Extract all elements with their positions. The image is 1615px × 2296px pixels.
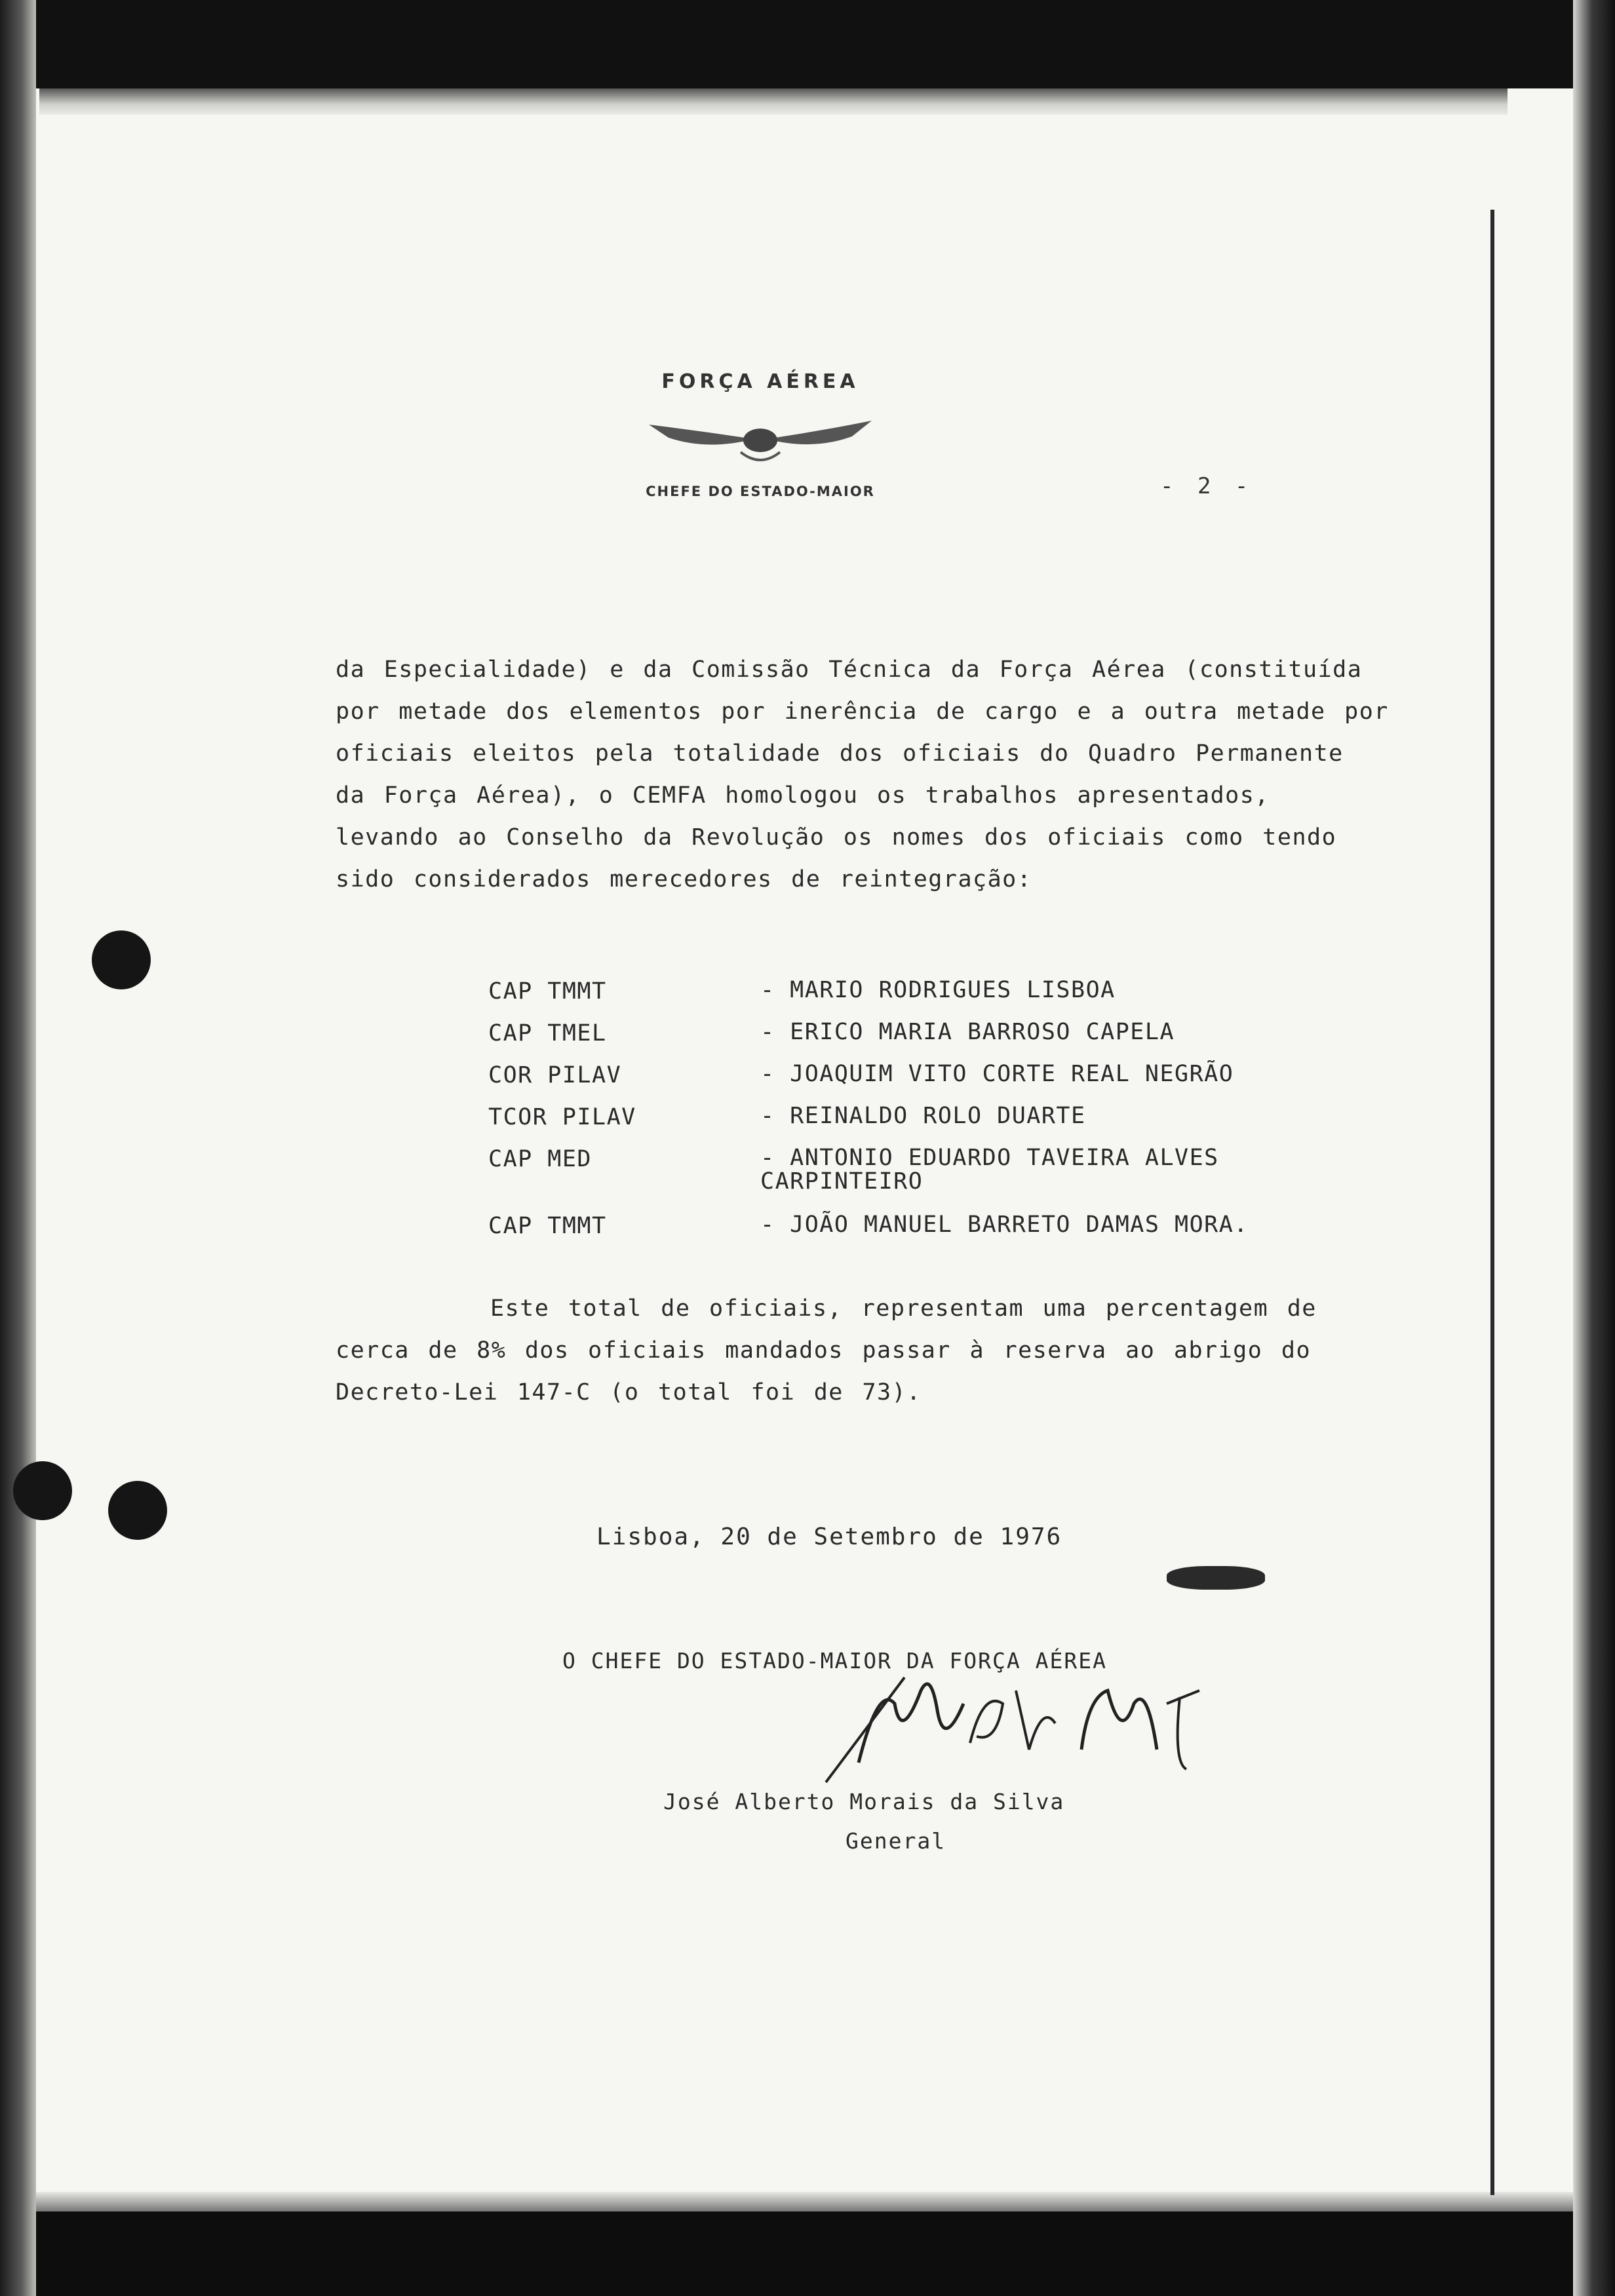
department-name: CHEFE DO ESTADO-MAIOR bbox=[646, 484, 875, 499]
ink-smudge bbox=[1167, 1566, 1265, 1590]
officer-name: - ANTONIO EDUARDO TAVEIRA ALVES CARPINTEIRO bbox=[760, 1145, 1219, 1195]
punch-hole bbox=[108, 1481, 167, 1540]
officer-name: - REINALDO ROLO DUARTE bbox=[760, 1103, 1086, 1129]
list-item bbox=[488, 1062, 1406, 1104]
scan-border-bottom bbox=[0, 2211, 1615, 2296]
scan-shadow-bottom bbox=[0, 2192, 1615, 2211]
paragraph-closing: Este total de oficiais, representam uma percentagem de cerca de 8% dos oficiais mandados passar à reserva ao abrigo do Decreto-Lei 147-C (o total foi de 73). bbox=[336, 1295, 1317, 1406]
scan-border-top bbox=[0, 0, 1615, 88]
officer-name: - ERICO MARIA BARROSO CAPELA bbox=[760, 1019, 1175, 1045]
scan-border-left bbox=[0, 0, 36, 2296]
org-name: FORÇA AÉREA bbox=[661, 370, 859, 393]
officer-rank: COR PILAV bbox=[488, 1062, 622, 1088]
signer-rank: General bbox=[846, 1828, 946, 1854]
winged-emblem-icon bbox=[642, 411, 878, 470]
officers-list bbox=[488, 978, 1406, 1255]
officer-rank: CAP TMMT bbox=[488, 978, 607, 1004]
handwritten-signature bbox=[780, 1664, 1226, 1795]
signer-name: José Alberto Morais da Silva bbox=[663, 1789, 1065, 1814]
date-line: Lisboa, 20 de Setembro de 1976 bbox=[596, 1523, 1062, 1550]
officer-rank: TCOR PILAV bbox=[488, 1104, 636, 1130]
closing-section bbox=[336, 1288, 1391, 1413]
list-item bbox=[488, 1146, 1406, 1213]
signer-title: O CHEFE DO ESTADO-MAIOR DA FORÇA AÉREA bbox=[562, 1648, 1107, 1674]
letterhead bbox=[590, 370, 931, 499]
list-item bbox=[488, 1020, 1406, 1062]
officer-rank: CAP MED bbox=[488, 1146, 593, 1172]
page-edge-line bbox=[1490, 210, 1494, 2195]
punch-hole bbox=[92, 930, 151, 989]
officer-name: - JOÃO MANUEL BARRETO DAMAS MORA. bbox=[760, 1212, 1249, 1238]
officer-name: - MARIO RODRIGUES LISBOA bbox=[760, 977, 1116, 1003]
officer-rank: CAP TMEL bbox=[488, 1020, 607, 1046]
scan-border-right bbox=[1573, 0, 1615, 2296]
list-item bbox=[488, 978, 1406, 1020]
paragraph-intro: da Especialidade) e da Comissão Técnica da Força Aérea (constituída por metade dos elementos por inerência de cargo e a outra metade por oficiais eleitos pela totalidade dos oficiais do Quadro Permanente da Força Aérea), o CEMFA homologou os trabalhos apresentados, levando ao Conselho da Revolução os nomes dos oficiais como tendo sido considerados merecedores de reintegração: bbox=[336, 657, 1389, 892]
page-number: - 2 - bbox=[1160, 473, 1254, 499]
list-item bbox=[488, 1104, 1406, 1146]
document-body bbox=[336, 649, 1391, 900]
officer-name: - JOAQUIM VITO CORTE REAL NEGRÃO bbox=[760, 1061, 1234, 1087]
list-item bbox=[488, 1213, 1406, 1255]
officer-rank: CAP TMMT bbox=[488, 1213, 607, 1239]
punch-hole bbox=[13, 1461, 72, 1520]
scan-shadow-top bbox=[39, 88, 1508, 115]
